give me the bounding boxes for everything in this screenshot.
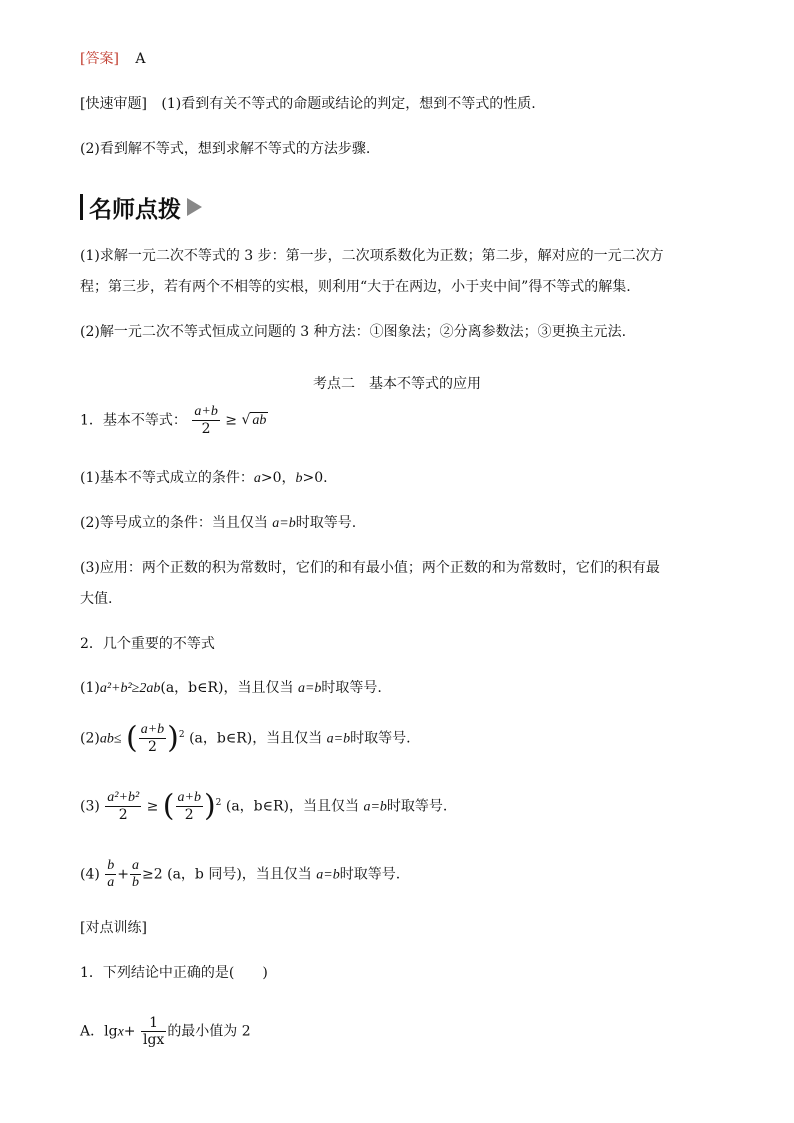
tips-p1b: 程；第三步，若有两个不相等的实根，则利用“大于在两边，小于夹中间”得不等式的解集.	[80, 279, 631, 295]
practice-q1: 1．下列结论中正确的是( )	[80, 965, 268, 981]
important-2: (2)ab≤ ( $\frac{a+b}{2}$ )$^2$ (a，b∈R)，当且仅当 a=b时取等号.	[80, 720, 411, 756]
basic-cond-3b: 大值.	[80, 591, 113, 607]
important-title: 2．几个重要的不等式	[80, 636, 215, 652]
option-a: A．lgx+ $\frac{1}{\lg x}$ 的最小值为 2	[80, 1015, 251, 1048]
quick-review-line-1	[80, 93, 536, 115]
quick-review-p1: (1)看到有关不等式的命题或结论的判定，想到不等式的性质.	[161, 96, 536, 112]
tips-heading	[80, 192, 202, 222]
answer-value: A	[135, 51, 146, 67]
important-3: (3) $\frac{\text{a²+b²}}{2}$ ≥ ( $\frac{a+b}{2}$ )$^2$ (a，b∈R)，当且仅当 a=b时取等号.	[80, 788, 448, 824]
basic-cond-2: (2)等号成立的条件：当且仅当 a=b时取等号.	[80, 515, 357, 531]
important-4: (4) $\frac{b}{a}$ + $\frac{a}{b}$ ≥2 (a，b 同号)，当且仅当 a=b时取等号.	[80, 858, 401, 890]
tips-heading-text: 名师点拨	[89, 196, 181, 223]
practice-label: [对点训练]	[80, 920, 147, 936]
tips-p1a: (1)求解一元二次不等式的 3 步：第一步，二次项系数化为正数；第二步，解对应的一元二次方	[80, 248, 664, 264]
basic-inequality: 1．基本不等式： $\frac{a+b}{2}$ ≥ √ ab	[80, 404, 267, 437]
play-triangle-icon	[187, 198, 202, 216]
quick-review-label: [快速审题]	[80, 96, 147, 112]
answer-label: [答案]	[80, 51, 119, 67]
heading-bar	[80, 194, 83, 220]
basic-cond-3a: (3)应用：两个正数的积为常数时，它们的和有最小值；两个正数的和为常数时，它们的积有最	[80, 560, 660, 576]
sqrt-ab: √ ab	[241, 412, 267, 428]
basic-cond-1: (1)基本不等式成立的条件：a>0，b>0.	[80, 470, 328, 486]
quick-review-line-2: (2)看到解不等式，想到求解不等式的方法步骤.	[80, 141, 371, 157]
important-1: (1)a²+b²≥2ab(a，b∈R)，当且仅当 a=b时取等号.	[80, 680, 382, 696]
section-title: 考点二 基本不等式的应用	[313, 376, 481, 392]
answer-line	[80, 48, 146, 70]
tips-p2: (2)解一元二次不等式恒成立问题的 3 种方法：①图象法；②分离参数法；③更换主元法.	[80, 324, 627, 340]
fraction-a-plus-b-over-2: $\frac{a+b}{2}$	[194, 404, 218, 437]
